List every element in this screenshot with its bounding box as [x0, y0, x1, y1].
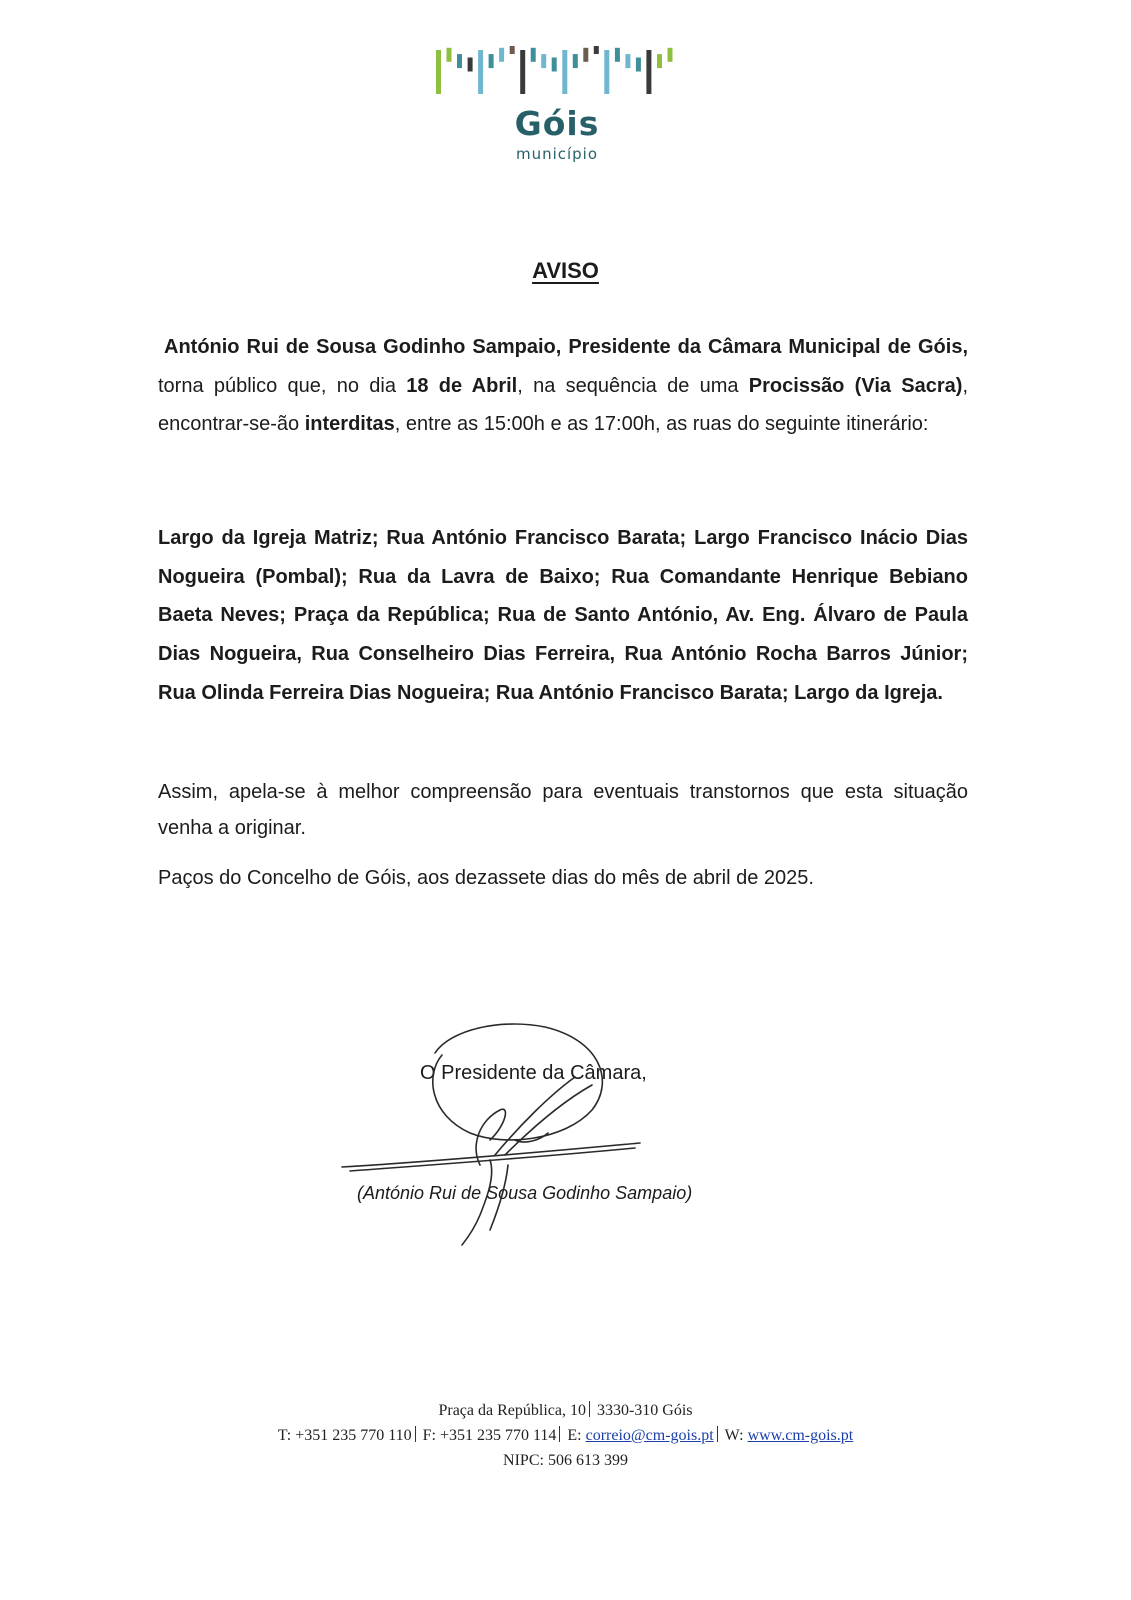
- logo-bar: [499, 48, 504, 62]
- logo-bar: [636, 58, 641, 72]
- notice-title: AVISO: [532, 258, 599, 283]
- logo-bar: [478, 50, 483, 94]
- logo-bar: [657, 54, 662, 68]
- footer-separator: [717, 1426, 718, 1442]
- logo-name: Góis: [514, 104, 600, 143]
- logo-bar: [562, 50, 567, 94]
- logo-bar: [541, 54, 546, 68]
- footer-address: Praça da República, 10: [438, 1402, 586, 1419]
- logo-bar: [583, 48, 588, 62]
- logo-bar: [457, 54, 462, 68]
- logo-bar: [520, 50, 525, 94]
- footer-contact-line: [0, 1423, 1131, 1448]
- footer-fax: F: +351 235 770 114: [422, 1427, 557, 1444]
- itinerary-paragraph: Largo da Igreja Matriz; Rua António Francisco Barata; Largo Francisco Inácio Dias Nogueira (Pombal); Rua da Lavra de Baixo; Rua Comandante Henrique Bebiano Baeta Neves; Praça da República; Rua de Santo António, Av. Eng. Álvaro de Paula Dias Nogueira, Rua Conselheiro Dias Ferreira, Rua António Rocha Barros Júnior; Rua Olinda Ferreira Dias Nogueira; Rua António Francisco Barata; Largo da Igreja.: [158, 527, 968, 704]
- footer-email-link[interactable]: correio@cm-gois.pt: [585, 1427, 714, 1444]
- footer: [0, 1398, 1131, 1473]
- logo-bar: [510, 46, 515, 54]
- logo-bar: [468, 58, 473, 72]
- footer-web-link[interactable]: www.cm-gois.pt: [747, 1427, 854, 1444]
- footer-web-label: W:: [724, 1427, 748, 1444]
- footer-separator: [559, 1426, 560, 1442]
- president-name: António Rui de Sousa Godinho Sampaio, Presidente da Câmara Municipal de Góis,: [164, 336, 968, 358]
- intro-text-c: , encontrar-se-ão: [158, 374, 969, 436]
- intro-paragraph: [158, 328, 968, 444]
- footer-email-label: E:: [567, 1427, 586, 1444]
- logo-bar: [615, 48, 620, 62]
- logo-bar: [531, 48, 536, 62]
- logo-bar: [436, 50, 441, 94]
- signature-role: O Presidente da Câmara,: [420, 1062, 647, 1084]
- event-date: 18 de Abril: [406, 374, 518, 397]
- footer-separator: [415, 1426, 416, 1442]
- footer-phone: T: +351 235 770 110: [277, 1427, 412, 1444]
- date-place-paragraph: Paços do Concelho de Góis, aos dezassete dias do mês de abril de 2025.: [158, 867, 814, 889]
- appeal-paragraph: Assim, apela-se à melhor compreensão para eventuais transtornos que esta situação venha a originar.: [158, 781, 968, 839]
- footer-address-line: [0, 1398, 1131, 1423]
- footer-postal: 3330-310 Góis: [596, 1402, 693, 1419]
- intro-text-a: torna público que, no dia: [158, 374, 407, 397]
- intro-text-b: , na sequência de uma: [517, 374, 749, 397]
- logo-bar: [646, 50, 651, 94]
- logo-bar: [604, 50, 609, 94]
- logo-bar: [594, 46, 599, 54]
- logo-bars-graphic: [432, 46, 682, 94]
- handwritten-signature: [330, 1015, 660, 1250]
- footer-separator: [589, 1401, 590, 1417]
- logo-bar: [573, 54, 578, 68]
- logo-bar: [552, 58, 557, 72]
- logo-bar: [668, 48, 673, 62]
- logo-subtitle: município: [515, 145, 599, 163]
- logo-bar: [489, 54, 494, 68]
- logo-bar: [447, 48, 452, 62]
- signer-name: (António Rui de Sousa Godinho Sampaio): [357, 1183, 693, 1203]
- logo-bar: [625, 54, 630, 68]
- municipality-logo: [432, 46, 682, 164]
- footer-nipc: NIPC: 506 613 399: [503, 1452, 628, 1469]
- event-name: Procissão (Via Sacra): [748, 374, 963, 397]
- intro-text-d: , entre as 15:00h e as 17:00h, as ruas do seguinte itinerário:: [394, 413, 929, 436]
- closure-status: interditas: [304, 413, 395, 436]
